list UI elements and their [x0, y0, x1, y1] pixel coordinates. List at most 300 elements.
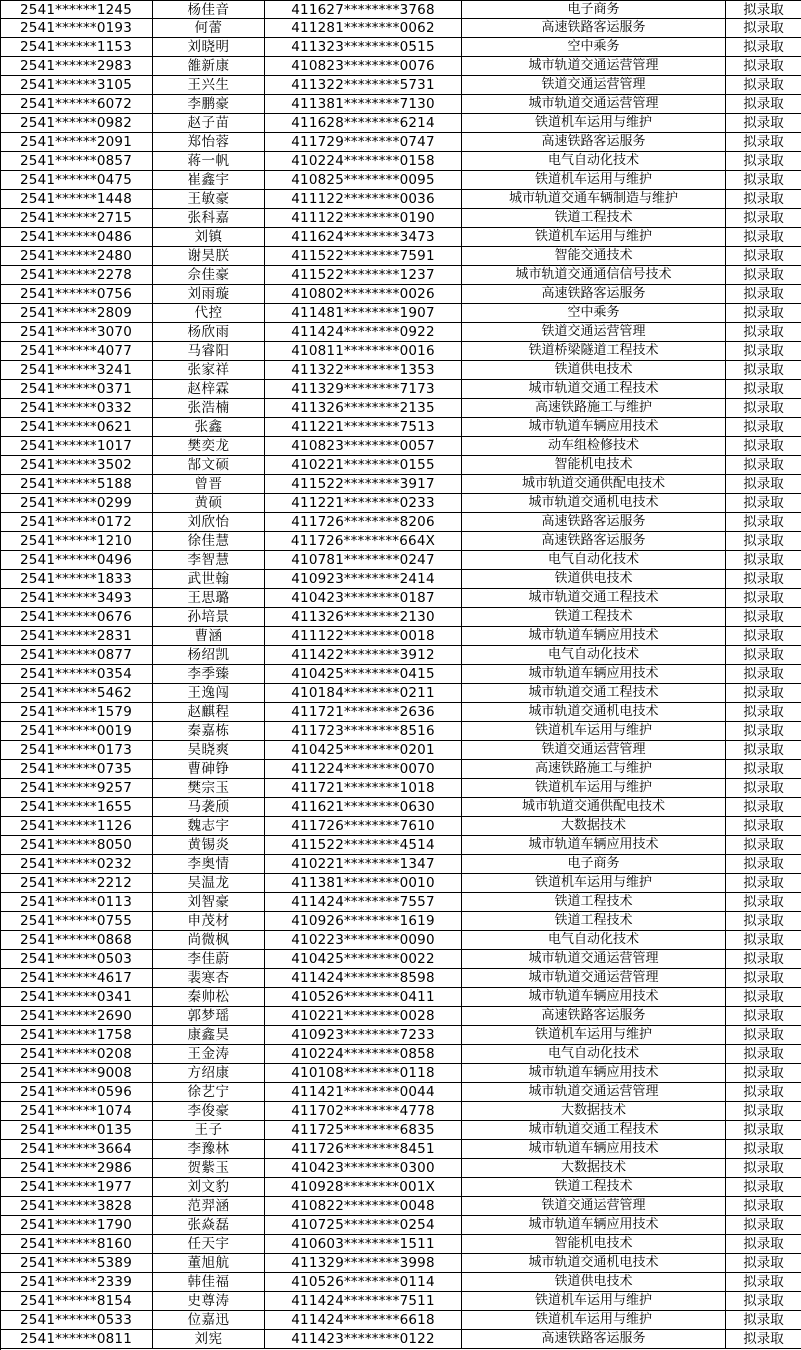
- student-name-cell: 贺紫玉: [153, 1159, 265, 1177]
- major-cell: 城市轨道车辆应用技术: [462, 665, 726, 683]
- student-name-cell: 樊宗玉: [153, 779, 265, 797]
- status-cell: 拟录取: [726, 95, 801, 113]
- major-cell: 高速铁路客运服务: [462, 1007, 726, 1025]
- id-card-cell: 411424********6618: [265, 1311, 462, 1329]
- status-cell: 拟录取: [726, 722, 801, 740]
- exam-number-cell: 2541******2715: [1, 209, 153, 227]
- id-card-cell: 411423********0122: [265, 1330, 462, 1348]
- major-cell: 电气自动化技术: [462, 551, 726, 569]
- major-cell: 城市轨道交通供配电技术: [462, 475, 726, 493]
- major-cell: 高速铁路客运服务: [462, 133, 726, 151]
- id-card-cell: 411726********8451: [265, 1140, 462, 1158]
- table-row: [1, 684, 801, 703]
- student-name-cell: 张科嘉: [153, 209, 265, 227]
- table-row: [1, 1, 801, 19]
- id-card-cell: 410825********0095: [265, 171, 462, 189]
- exam-number-cell: 2541******1210: [1, 532, 153, 550]
- student-name-cell: 康鑫昊: [153, 1026, 265, 1044]
- student-name-cell: 徐佳慧: [153, 532, 265, 550]
- major-cell: 动车组检修技术: [462, 437, 726, 455]
- id-card-cell: 410603********1511: [265, 1235, 462, 1253]
- id-card-cell: 411421********0044: [265, 1083, 462, 1101]
- major-cell: 高速铁路客运服务: [462, 19, 726, 37]
- table-row: [1, 779, 801, 798]
- student-name-cell: 张家祥: [153, 361, 265, 379]
- id-card-cell: 410221********1347: [265, 855, 462, 873]
- status-cell: 拟录取: [726, 1178, 801, 1196]
- table-row: [1, 361, 801, 380]
- id-card-cell: 411628********6214: [265, 114, 462, 132]
- table-row: [1, 1254, 801, 1273]
- major-cell: 铁道机车运用与维护: [462, 171, 726, 189]
- status-cell: 拟录取: [726, 1007, 801, 1025]
- id-card-cell: 410725********0254: [265, 1216, 462, 1234]
- major-cell: 城市轨道交通工程技术: [462, 380, 726, 398]
- id-card-cell: 411721********2636: [265, 703, 462, 721]
- exam-number-cell: 2541******2212: [1, 874, 153, 892]
- major-cell: 大数据技术: [462, 817, 726, 835]
- id-card-cell: 411122********0190: [265, 209, 462, 227]
- student-name-cell: 杨绍凯: [153, 646, 265, 664]
- student-name-cell: 马睿阳: [153, 342, 265, 360]
- major-cell: 铁道交通运营管理: [462, 76, 726, 94]
- exam-number-cell: 2541******3070: [1, 323, 153, 341]
- student-name-cell: 杨欣雨: [153, 323, 265, 341]
- table-row: [1, 703, 801, 722]
- exam-number-cell: 2541******1758: [1, 1026, 153, 1044]
- major-cell: 高速铁路施工与维护: [462, 760, 726, 778]
- major-cell: 城市轨道车辆应用技术: [462, 1140, 726, 1158]
- student-name-cell: 刘晓明: [153, 38, 265, 56]
- student-name-cell: 马袭颀: [153, 798, 265, 816]
- id-card-cell: 411424********8598: [265, 969, 462, 987]
- table-row: [1, 437, 801, 456]
- id-card-cell: 411726********664X: [265, 532, 462, 550]
- major-cell: 空中乘务: [462, 38, 726, 56]
- table-row: [1, 1273, 801, 1292]
- exam-number-cell: 2541******4617: [1, 969, 153, 987]
- id-card-cell: 411627********3768: [265, 1, 462, 18]
- status-cell: 拟录取: [726, 551, 801, 569]
- status-cell: 拟录取: [726, 190, 801, 208]
- exam-number-cell: 2541******0019: [1, 722, 153, 740]
- status-cell: 拟录取: [726, 342, 801, 360]
- id-card-cell: 411424********7511: [265, 1292, 462, 1310]
- student-name-cell: 刘镇: [153, 228, 265, 246]
- exam-number-cell: 2541******5462: [1, 684, 153, 702]
- major-cell: 城市轨道交通工程技术: [462, 589, 726, 607]
- id-card-cell: 411424********7557: [265, 893, 462, 911]
- exam-number-cell: 2541******0621: [1, 418, 153, 436]
- status-cell: 拟录取: [726, 1083, 801, 1101]
- major-cell: 城市轨道交通机电技术: [462, 494, 726, 512]
- major-cell: 智能机电技术: [462, 456, 726, 474]
- status-cell: 拟录取: [726, 304, 801, 322]
- table-row: [1, 95, 801, 114]
- exam-number-cell: 2541******1074: [1, 1102, 153, 1120]
- student-name-cell: 郜文硕: [153, 456, 265, 474]
- table-row: [1, 969, 801, 988]
- exam-number-cell: 2541******0486: [1, 228, 153, 246]
- id-card-cell: 411723********8516: [265, 722, 462, 740]
- id-card-cell: 410923********2414: [265, 570, 462, 588]
- id-card-cell: 411726********7610: [265, 817, 462, 835]
- status-cell: 拟录取: [726, 418, 801, 436]
- table-row: [1, 931, 801, 950]
- table-row: [1, 1197, 801, 1216]
- id-card-cell: 410108********0118: [265, 1064, 462, 1082]
- table-row: [1, 247, 801, 266]
- id-card-cell: 411522********4514: [265, 836, 462, 854]
- student-name-cell: 曾晋: [153, 475, 265, 493]
- status-cell: 拟录取: [726, 703, 801, 721]
- id-card-cell: 410224********0158: [265, 152, 462, 170]
- major-cell: 铁道工程技术: [462, 893, 726, 911]
- student-name-cell: 黄硕: [153, 494, 265, 512]
- exam-number-cell: 2541******0496: [1, 551, 153, 569]
- exam-number-cell: 2541******0503: [1, 950, 153, 968]
- student-name-cell: 范羿涵: [153, 1197, 265, 1215]
- student-name-cell: 任天宇: [153, 1235, 265, 1253]
- id-card-cell: 410923********7233: [265, 1026, 462, 1044]
- table-row: [1, 1292, 801, 1311]
- student-name-cell: 曹涵: [153, 627, 265, 645]
- table-row: [1, 494, 801, 513]
- exam-number-cell: 2541******0208: [1, 1045, 153, 1063]
- exam-number-cell: 2541******0332: [1, 399, 153, 417]
- major-cell: 城市轨道交通供配电技术: [462, 798, 726, 816]
- id-card-cell: 411221********0233: [265, 494, 462, 512]
- student-name-cell: 秦帅松: [153, 988, 265, 1006]
- table-row: [1, 608, 801, 627]
- status-cell: 拟录取: [726, 1235, 801, 1253]
- student-name-cell: 李佳蔚: [153, 950, 265, 968]
- exam-number-cell: 2541******1790: [1, 1216, 153, 1234]
- table-row: [1, 1311, 801, 1330]
- major-cell: 城市轨道交通运营管理: [462, 1083, 726, 1101]
- status-cell: 拟录取: [726, 1026, 801, 1044]
- table-row: [1, 741, 801, 760]
- status-cell: 拟录取: [726, 1330, 801, 1348]
- exam-number-cell: 2541******3828: [1, 1197, 153, 1215]
- major-cell: 城市轨道交通运营管理: [462, 95, 726, 113]
- student-name-cell: 张焱磊: [153, 1216, 265, 1234]
- id-card-cell: 411481********1907: [265, 304, 462, 322]
- table-row: [1, 19, 801, 38]
- id-card-cell: 411326********2135: [265, 399, 462, 417]
- status-cell: 拟录取: [726, 1102, 801, 1120]
- exam-number-cell: 2541******8050: [1, 836, 153, 854]
- student-name-cell: 李智慧: [153, 551, 265, 569]
- student-name-cell: 李豫林: [153, 1140, 265, 1158]
- exam-number-cell: 2541******2831: [1, 627, 153, 645]
- student-name-cell: 李季臻: [153, 665, 265, 683]
- major-cell: 铁道交通运营管理: [462, 741, 726, 759]
- id-card-cell: 411729********0747: [265, 133, 462, 151]
- student-name-cell: 郑怡蓉: [153, 133, 265, 151]
- status-cell: 拟录取: [726, 646, 801, 664]
- status-cell: 拟录取: [726, 532, 801, 550]
- id-card-cell: 410822********0048: [265, 1197, 462, 1215]
- status-cell: 拟录取: [726, 1254, 801, 1272]
- student-name-cell: 刘雨璇: [153, 285, 265, 303]
- major-cell: 高速铁路客运服务: [462, 513, 726, 531]
- status-cell: 拟录取: [726, 399, 801, 417]
- major-cell: 城市轨道交通运营管理: [462, 950, 726, 968]
- student-name-cell: 李奥情: [153, 855, 265, 873]
- status-cell: 拟录取: [726, 57, 801, 75]
- table-row: [1, 1007, 801, 1026]
- major-cell: 铁道机车运用与维护: [462, 722, 726, 740]
- student-name-cell: 秦嘉栋: [153, 722, 265, 740]
- exam-number-cell: 2541******0857: [1, 152, 153, 170]
- id-card-cell: 411726********8206: [265, 513, 462, 531]
- status-cell: 拟录取: [726, 1045, 801, 1063]
- status-cell: 拟录取: [726, 1159, 801, 1177]
- table-row: [1, 1216, 801, 1235]
- status-cell: 拟录取: [726, 589, 801, 607]
- table-row: [1, 646, 801, 665]
- status-cell: 拟录取: [726, 209, 801, 227]
- student-name-cell: 王金涛: [153, 1045, 265, 1063]
- major-cell: 铁道供电技术: [462, 570, 726, 588]
- exam-number-cell: 2541******2986: [1, 1159, 153, 1177]
- id-card-cell: 411326********2130: [265, 608, 462, 626]
- major-cell: 城市轨道车辆应用技术: [462, 1216, 726, 1234]
- status-cell: 拟录取: [726, 988, 801, 1006]
- status-cell: 拟录取: [726, 798, 801, 816]
- exam-number-cell: 2541******0193: [1, 19, 153, 37]
- id-card-cell: 410224********0858: [265, 1045, 462, 1063]
- exam-number-cell: 2541******1153: [1, 38, 153, 56]
- student-name-cell: 何蕾: [153, 19, 265, 37]
- student-name-cell: 刘智豪: [153, 893, 265, 911]
- table-row: [1, 228, 801, 247]
- status-cell: 拟录取: [726, 608, 801, 626]
- table-row: [1, 323, 801, 342]
- status-cell: 拟录取: [726, 627, 801, 645]
- major-cell: 城市轨道交通车辆制造与维护: [462, 190, 726, 208]
- major-cell: 铁道机车运用与维护: [462, 1311, 726, 1329]
- exam-number-cell: 2541******1017: [1, 437, 153, 455]
- student-name-cell: 谢昊朕: [153, 247, 265, 265]
- id-card-cell: 411323********0515: [265, 38, 462, 56]
- student-name-cell: 郭梦瑶: [153, 1007, 265, 1025]
- major-cell: 大数据技术: [462, 1102, 726, 1120]
- exam-number-cell: 2541******2091: [1, 133, 153, 151]
- id-card-cell: 411522********1237: [265, 266, 462, 284]
- status-cell: 拟录取: [726, 114, 801, 132]
- major-cell: 大数据技术: [462, 1159, 726, 1177]
- status-cell: 拟录取: [726, 1140, 801, 1158]
- exam-number-cell: 2541******5389: [1, 1254, 153, 1272]
- major-cell: 铁道交通运营管理: [462, 1197, 726, 1215]
- status-cell: 拟录取: [726, 285, 801, 303]
- exam-number-cell: 2541******2809: [1, 304, 153, 322]
- id-card-cell: 410823********0057: [265, 437, 462, 455]
- exam-number-cell: 2541******0868: [1, 931, 153, 949]
- status-cell: 拟录取: [726, 266, 801, 284]
- student-name-cell: 位嘉迅: [153, 1311, 265, 1329]
- id-card-cell: 411702********4778: [265, 1102, 462, 1120]
- id-card-cell: 411122********0036: [265, 190, 462, 208]
- exam-number-cell: 2541******8154: [1, 1292, 153, 1310]
- major-cell: 高速铁路施工与维护: [462, 399, 726, 417]
- table-row: [1, 1083, 801, 1102]
- exam-number-cell: 2541******2690: [1, 1007, 153, 1025]
- table-row: [1, 209, 801, 228]
- major-cell: 铁道桥梁隧道工程技术: [462, 342, 726, 360]
- id-card-cell: 411224********0070: [265, 760, 462, 778]
- student-name-cell: 韩佳福: [153, 1273, 265, 1291]
- id-card-cell: 410928********001X: [265, 1178, 462, 1196]
- major-cell: 电子商务: [462, 1, 726, 18]
- status-cell: 拟录取: [726, 779, 801, 797]
- table-row: [1, 304, 801, 323]
- table-row: [1, 1140, 801, 1159]
- student-name-cell: 王逸闯: [153, 684, 265, 702]
- exam-number-cell: 2541******0354: [1, 665, 153, 683]
- table-row: [1, 285, 801, 304]
- table-row: [1, 950, 801, 969]
- major-cell: 城市轨道车辆应用技术: [462, 988, 726, 1006]
- exam-number-cell: 2541******1655: [1, 798, 153, 816]
- exam-number-cell: 2541******0371: [1, 380, 153, 398]
- major-cell: 铁道供电技术: [462, 1273, 726, 1291]
- student-name-cell: 刘欣怡: [153, 513, 265, 531]
- id-card-cell: 411424********0922: [265, 323, 462, 341]
- student-name-cell: 刘宪: [153, 1330, 265, 1348]
- id-card-cell: 410223********0090: [265, 931, 462, 949]
- student-name-cell: 樊奕龙: [153, 437, 265, 455]
- table-row: [1, 342, 801, 361]
- exam-number-cell: 2541******0135: [1, 1121, 153, 1139]
- exam-number-cell: 2541******6072: [1, 95, 153, 113]
- exam-number-cell: 2541******1448: [1, 190, 153, 208]
- student-name-cell: 张鑫: [153, 418, 265, 436]
- status-cell: 拟录取: [726, 133, 801, 151]
- status-cell: 拟录取: [726, 247, 801, 265]
- status-cell: 拟录取: [726, 1311, 801, 1329]
- id-card-cell: 410802********0026: [265, 285, 462, 303]
- table-row: [1, 1045, 801, 1064]
- exam-number-cell: 2541******0755: [1, 912, 153, 930]
- status-cell: 拟录取: [726, 950, 801, 968]
- exam-number-cell: 2541******0735: [1, 760, 153, 778]
- status-cell: 拟录取: [726, 969, 801, 987]
- major-cell: 城市轨道车辆应用技术: [462, 1064, 726, 1082]
- student-name-cell: 雒新康: [153, 57, 265, 75]
- id-card-cell: 410221********0155: [265, 456, 462, 474]
- id-card-cell: 410423********0300: [265, 1159, 462, 1177]
- student-name-cell: 王兴生: [153, 76, 265, 94]
- id-card-cell: 410926********1619: [265, 912, 462, 930]
- id-card-cell: 411281********0062: [265, 19, 462, 37]
- table-row: [1, 893, 801, 912]
- table-row: [1, 874, 801, 893]
- table-row: [1, 114, 801, 133]
- status-cell: 拟录取: [726, 1273, 801, 1291]
- exam-number-cell: 2541******2983: [1, 57, 153, 75]
- table-row: [1, 570, 801, 589]
- exam-number-cell: 2541******0982: [1, 114, 153, 132]
- exam-number-cell: 2541******0756: [1, 285, 153, 303]
- major-cell: 电气自动化技术: [462, 646, 726, 664]
- exam-number-cell: 2541******0475: [1, 171, 153, 189]
- student-name-cell: 王敏豪: [153, 190, 265, 208]
- major-cell: 空中乘务: [462, 304, 726, 322]
- table-row: [1, 988, 801, 1007]
- exam-number-cell: 2541******0299: [1, 494, 153, 512]
- student-name-cell: 崔鑫宇: [153, 171, 265, 189]
- table-row: [1, 1102, 801, 1121]
- major-cell: 高速铁路客运服务: [462, 532, 726, 550]
- student-name-cell: 蒋一帆: [153, 152, 265, 170]
- exam-number-cell: 2541******1126: [1, 817, 153, 835]
- id-card-cell: 410184********0211: [265, 684, 462, 702]
- table-row: [1, 665, 801, 684]
- id-card-cell: 411624********3473: [265, 228, 462, 246]
- id-card-cell: 411329********3998: [265, 1254, 462, 1272]
- id-card-cell: 410823********0076: [265, 57, 462, 75]
- status-cell: 拟录取: [726, 912, 801, 930]
- exam-number-cell: 2541******0232: [1, 855, 153, 873]
- table-row: [1, 551, 801, 570]
- exam-number-cell: 2541******3241: [1, 361, 153, 379]
- major-cell: 铁道机车运用与维护: [462, 228, 726, 246]
- student-name-cell: 魏志宇: [153, 817, 265, 835]
- table-row: [1, 266, 801, 285]
- id-card-cell: 411322********5731: [265, 76, 462, 94]
- status-cell: 拟录取: [726, 760, 801, 778]
- exam-number-cell: 2541******4077: [1, 342, 153, 360]
- student-name-cell: 李鹏豪: [153, 95, 265, 113]
- id-card-cell: 411322********1353: [265, 361, 462, 379]
- table-row: [1, 38, 801, 57]
- id-card-cell: 411422********3912: [265, 646, 462, 664]
- id-card-cell: 411721********1018: [265, 779, 462, 797]
- student-name-cell: 张浩楠: [153, 399, 265, 417]
- student-name-cell: 尚微枫: [153, 931, 265, 949]
- major-cell: 城市轨道交通机电技术: [462, 1254, 726, 1272]
- status-cell: 拟录取: [726, 361, 801, 379]
- table-row: [1, 399, 801, 418]
- status-cell: 拟录取: [726, 1, 801, 18]
- status-cell: 拟录取: [726, 152, 801, 170]
- major-cell: 城市轨道交通运营管理: [462, 57, 726, 75]
- status-cell: 拟录取: [726, 570, 801, 588]
- status-cell: 拟录取: [726, 494, 801, 512]
- major-cell: 铁道工程技术: [462, 209, 726, 227]
- major-cell: 城市轨道交通运营管理: [462, 969, 726, 987]
- table-row: [1, 171, 801, 190]
- exam-number-cell: 2541******0341: [1, 988, 153, 1006]
- major-cell: 高速铁路客运服务: [462, 1330, 726, 1348]
- table-row: [1, 380, 801, 399]
- exam-number-cell: 2541******0676: [1, 608, 153, 626]
- id-card-cell: 410423********0187: [265, 589, 462, 607]
- major-cell: 铁道机车运用与维护: [462, 779, 726, 797]
- exam-number-cell: 2541******3493: [1, 589, 153, 607]
- id-card-cell: 411725********6835: [265, 1121, 462, 1139]
- status-cell: 拟录取: [726, 931, 801, 949]
- major-cell: 铁道供电技术: [462, 361, 726, 379]
- exam-number-cell: 2541******1833: [1, 570, 153, 588]
- status-cell: 拟录取: [726, 1121, 801, 1139]
- major-cell: 铁道机车运用与维护: [462, 114, 726, 132]
- table-row: [1, 418, 801, 437]
- exam-number-cell: 2541******8160: [1, 1235, 153, 1253]
